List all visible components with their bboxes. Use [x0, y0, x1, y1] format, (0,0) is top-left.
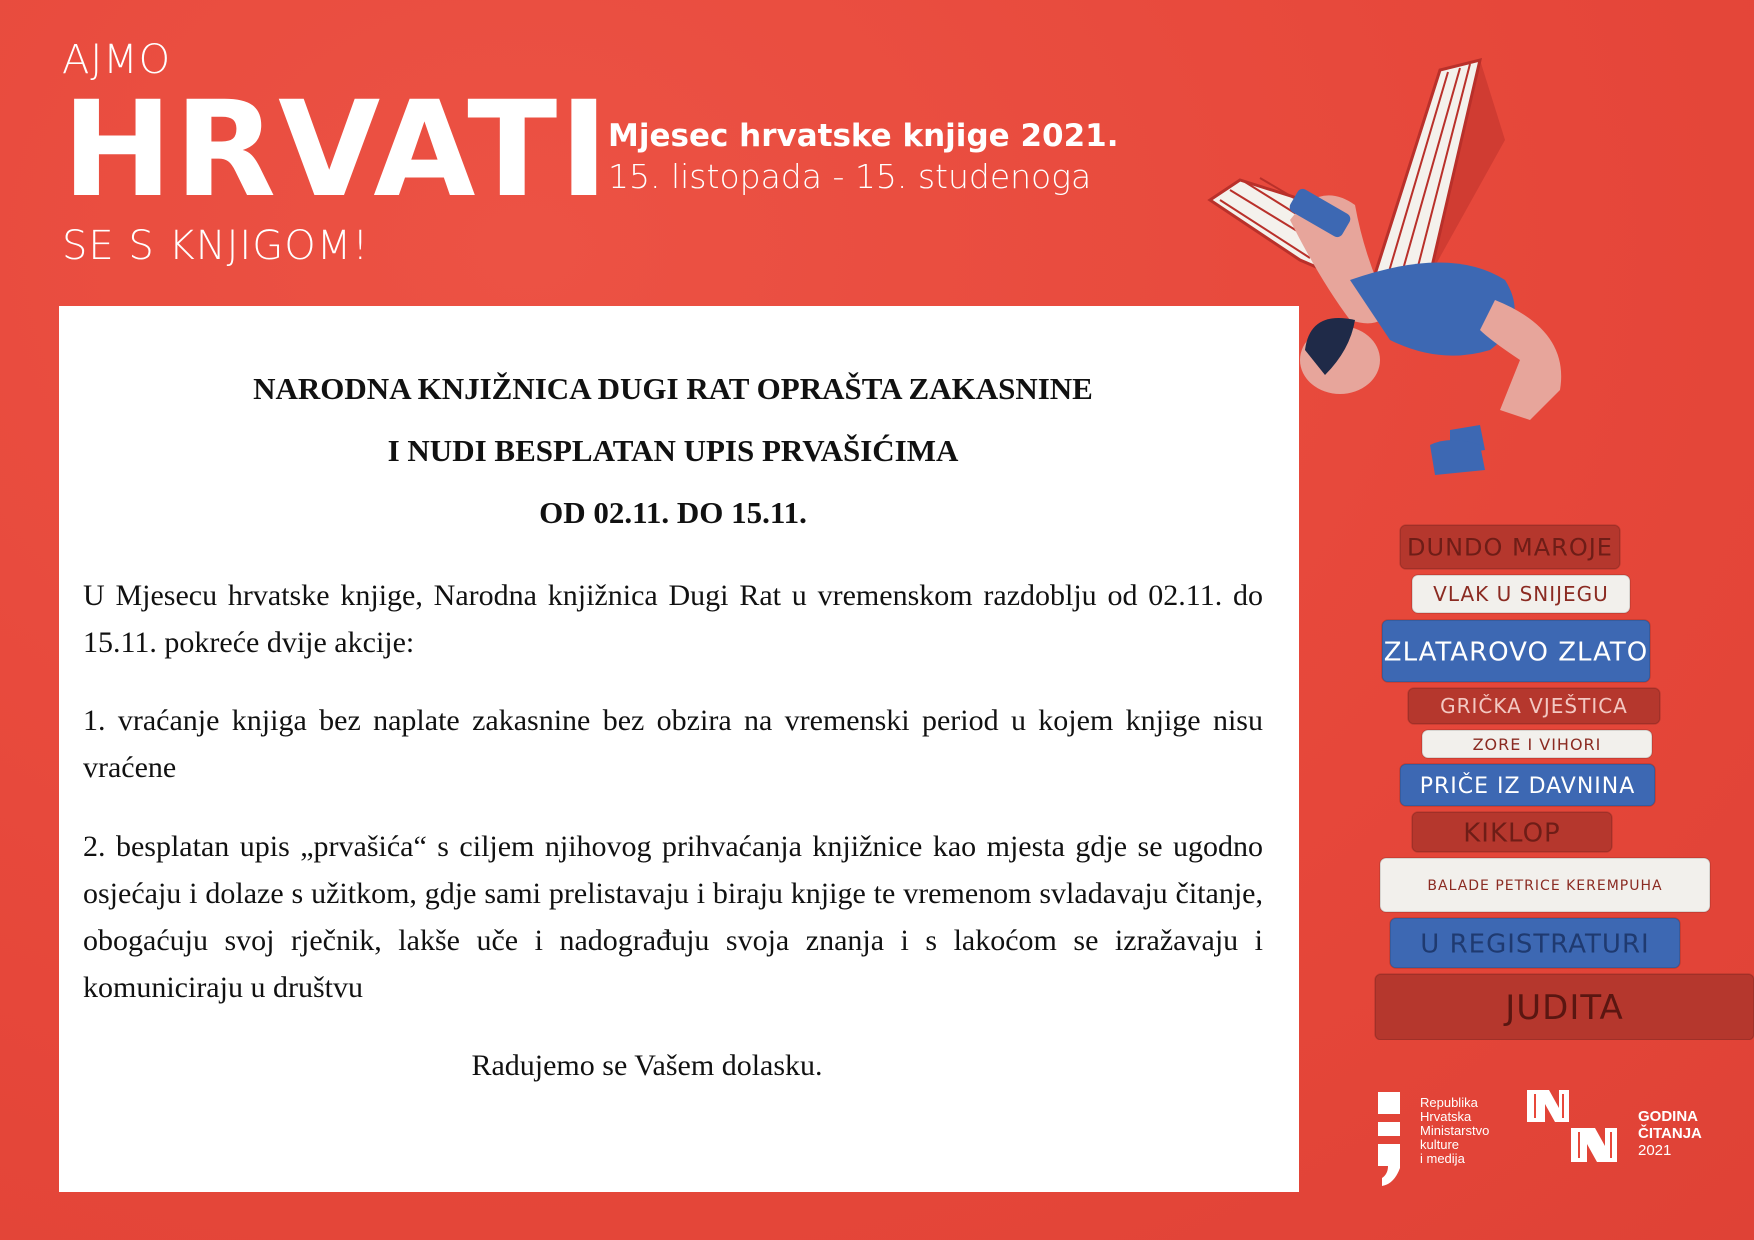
- book-stack: [1375, 525, 1754, 1040]
- notice-closing: Radujemo se Vašem dolasku.: [471, 1049, 823, 1082]
- event-info: [608, 118, 1119, 200]
- book-title: DUNDO MAROJE: [1407, 533, 1613, 562]
- logo-line-se-s-knjigom: SE S KNJIGOM!: [62, 223, 370, 269]
- event-title: Mjesec hrvatske knjige 2021.: [608, 118, 1119, 154]
- reader-book-stack-illustration: [1150, 30, 1754, 1040]
- logo-line-hrvati: HRVATI: [62, 73, 611, 227]
- notice-item-1: 1. vraćanje knjiga bez naplate zakasnine bez obzira na vremenski period u kojem knjige nisu vraćene: [83, 704, 1263, 784]
- book-title: U REGISTRATURI: [1420, 929, 1650, 960]
- book-title: JUDITA: [1505, 988, 1624, 1029]
- book-title: GRIČKA VJEŠTICA: [1440, 694, 1628, 719]
- notice-item-2: 2. besplatan upis „prvašića“ s ciljem njihovog prihvaćanja knjižnice kao mjesta gdje se ugodno osjećaju i dolaze s užitkom, gdje sami prelistavaju i biraju knjige te vremenom svladavaju čitanje, obogaćuju svoj rječnik, lakše uče i nadograđuju svoja znanja i s lakoćom se izražavaju i komuniciraju u društvu: [83, 830, 1263, 1004]
- book-title: KIKLOP: [1463, 818, 1561, 849]
- book-title: VLAK U SNIJEGU: [1433, 582, 1609, 607]
- notice-headline: [83, 358, 1263, 544]
- book-title: ZORE I VIHORI: [1472, 734, 1602, 754]
- book-title: ZLATAROVO ZLATO: [1383, 637, 1649, 668]
- headline-line-2: I NUDI BESPLATAN UPIS PRVAŠIĆIMA: [387, 433, 959, 468]
- sponsor-logos: [1370, 1088, 1750, 1198]
- headline-line-3: OD 02.11. DO 15.11.: [539, 495, 807, 530]
- notice-panel: [59, 306, 1299, 1192]
- reading-year-emblem-icon: [1525, 1088, 1625, 1168]
- book-title: BALADE PETRICE KEREMPUHA: [1427, 878, 1663, 895]
- headline-line-1: NARODNA KNJIŽNICA DUGI RAT OPRAŠTA ZAKASNINE: [253, 371, 1093, 406]
- book-title: PRIČE IZ DAVNINA: [1419, 773, 1636, 799]
- reading-year-label: GODINA ČITANJA 2021: [1638, 1108, 1702, 1159]
- logo-line-ajmo: AJMO: [62, 37, 172, 83]
- campaign-logo: [62, 37, 611, 269]
- ministry-name: Republika Hrvatska Ministarstvo kulture i medija: [1420, 1095, 1490, 1166]
- notice-intro: U Mjesecu hrvatske knjige, Narodna knjižnica Dugi Rat u vremenskom razdoblju od 02.11. do 15.11. pokreće dvije akcije:: [83, 579, 1263, 659]
- ministry-emblem-icon: [1374, 1088, 1410, 1188]
- event-dates: 15. listopada - 15. studenoga: [608, 157, 1092, 197]
